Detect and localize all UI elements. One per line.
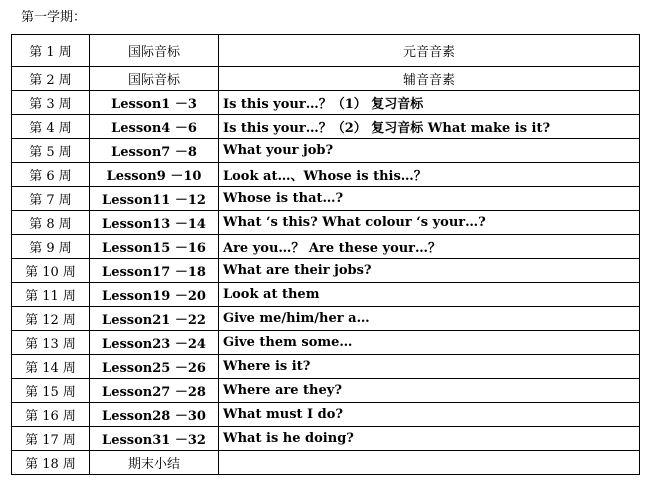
table-row [12,331,640,355]
content-cell: Is this your…？（1） 复习音标 [219,91,640,115]
table-row [12,139,640,163]
lesson-cell: Lesson11 －12 [90,187,219,211]
week-cell: 第 4 周 [12,115,90,139]
table-row [12,35,640,67]
content-cell: What ‘s this? What colour ‘s your…? [219,211,640,235]
lesson-cell: Lesson15 －16 [90,235,219,259]
content-cell: Whose is that…? [219,187,640,211]
lesson-cell: Lesson31 －32 [90,427,219,451]
lesson-cell: Lesson27 －28 [90,379,219,403]
lesson-cell: Lesson4 －6 [90,115,219,139]
week-cell: 第 2 周 [12,67,90,91]
lesson-cell: 期末小结 [90,451,219,475]
content-cell: Look at them [219,283,640,307]
content-cell: Give them some… [219,331,640,355]
content-cell: Give me/him/her a… [219,307,640,331]
week-cell: 第 10 周 [12,259,90,283]
table-row [12,379,640,403]
week-cell: 第 18 周 [12,451,90,475]
table-row [12,307,640,331]
content-cell: What your job? [219,139,640,163]
week-cell: 第 7 周 [12,187,90,211]
table-row [12,451,640,475]
table-row [12,355,640,379]
table-row [12,67,640,91]
lesson-cell: 国际音标 [90,35,219,67]
table-row [12,187,640,211]
week-cell: 第 8 周 [12,211,90,235]
week-cell: 第 17 周 [12,427,90,451]
content-cell: What must I do? [219,403,640,427]
lesson-cell: Lesson7 －8 [90,139,219,163]
content-cell: 元音音素 [219,35,640,67]
week-cell: 第 16 周 [12,403,90,427]
lesson-cell: Lesson28 －30 [90,403,219,427]
content-cell: Where are they? [219,379,640,403]
week-cell: 第 15 周 [12,379,90,403]
table-row [12,403,640,427]
content-cell: Look at…、Whose is this…？ [219,163,640,187]
week-cell: 第 12 周 [12,307,90,331]
lesson-cell: Lesson17 －18 [90,259,219,283]
week-cell: 第 14 周 [12,355,90,379]
semester-schedule-table [11,34,640,475]
page-heading: 第一学期： [21,10,87,25]
week-cell: 第 6 周 [12,163,90,187]
lesson-cell: 国际音标 [90,67,219,91]
table-row [12,427,640,451]
table-row [12,259,640,283]
week-cell: 第 1 周 [12,35,90,67]
table-row [12,211,640,235]
week-cell: 第 9 周 [12,235,90,259]
lesson-cell: Lesson25 －26 [90,355,219,379]
table-row [12,235,640,259]
table-row [12,91,640,115]
lesson-cell: Lesson21 －22 [90,307,219,331]
lesson-cell: Lesson23 －24 [90,331,219,355]
week-cell: 第 11 周 [12,283,90,307]
content-cell [219,451,640,475]
table-row [12,163,640,187]
table-row [12,283,640,307]
content-cell: What is he doing? [219,427,640,451]
content-cell: Are you…？ Are these your…？ [219,235,640,259]
week-cell: 第 3 周 [12,91,90,115]
content-cell: What are their jobs? [219,259,640,283]
week-cell: 第 13 周 [12,331,90,355]
lesson-cell: Lesson13 －14 [90,211,219,235]
content-cell: Is this your…？（2） 复习音标 What make is it? [219,115,640,139]
lesson-cell: Lesson1 －3 [90,91,219,115]
week-cell: 第 5 周 [12,139,90,163]
lesson-cell: Lesson9 －10 [90,163,219,187]
content-cell: 辅音音素 [219,67,640,91]
lesson-cell: Lesson19 －20 [90,283,219,307]
table-row [12,115,640,139]
content-cell: Where is it? [219,355,640,379]
